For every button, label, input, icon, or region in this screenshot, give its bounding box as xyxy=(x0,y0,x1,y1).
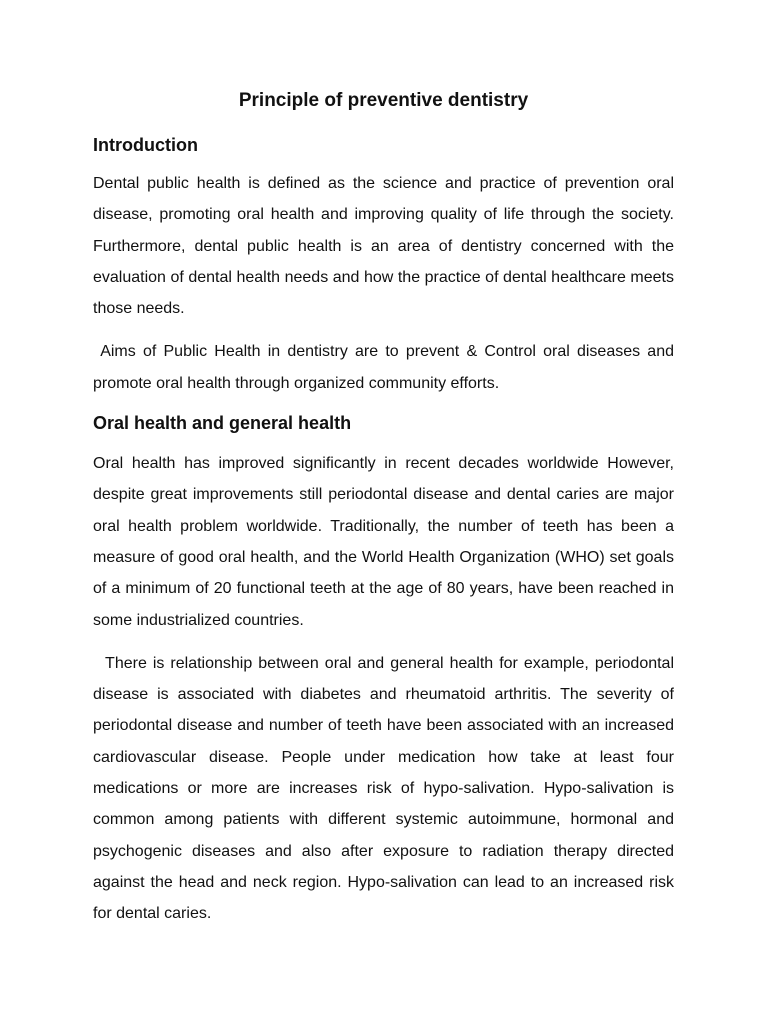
page-title: Principle of preventive dentistry xyxy=(238,90,529,111)
paragraph-oral-health-improved: Oral health has improved significantly in recent decades worldwide However, despite great improvements still periodontal disease and dental caries are major oral health problem worldwide. Traditionally, the number of teeth has been a measure of good oral health, and the World Health Organization (WHO) set goals of a minimum of 20 functional teeth at the age of 80 years, have been reached in some industrialized countries. xyxy=(93,455,674,629)
section-heading-introduction: Introduction xyxy=(93,135,198,155)
paragraph-intro-definition: Dental public health is defined as the science and practice of prevention oral disease, promoting oral health and improving quality of life through the society. Furthermore, dental public health is an area of dentistry concerned with the evaluation of dental health needs and how the practice of dental healthcare meets those needs. xyxy=(93,175,674,318)
paragraph-oral-general-relationship: There is relationship between oral and general health for example, periodontal disease is associated with diabetes and rheumatoid arthritis. The severity of periodontal disease and number of teeth have been associated with an increased cardiovascular disease. People under medication how take at least four medications or more are increases risk of hypo-salivation. Hypo-salivation is common among patients with different systemic autoimmune, hormonal and psychogenic diseases and also after exposure to radiation therapy directed against the head and neck region. Hypo-salivation can lead to an increased risk for dental caries. xyxy=(93,654,679,923)
section-heading-oral-general-health: Oral health and general health xyxy=(93,413,352,434)
document-page xyxy=(93,86,679,930)
paragraph-intro-aims: Aims of Public Health in dentistry are to prevent & Control oral diseases and promote oral health through organized community efforts. xyxy=(93,343,679,392)
